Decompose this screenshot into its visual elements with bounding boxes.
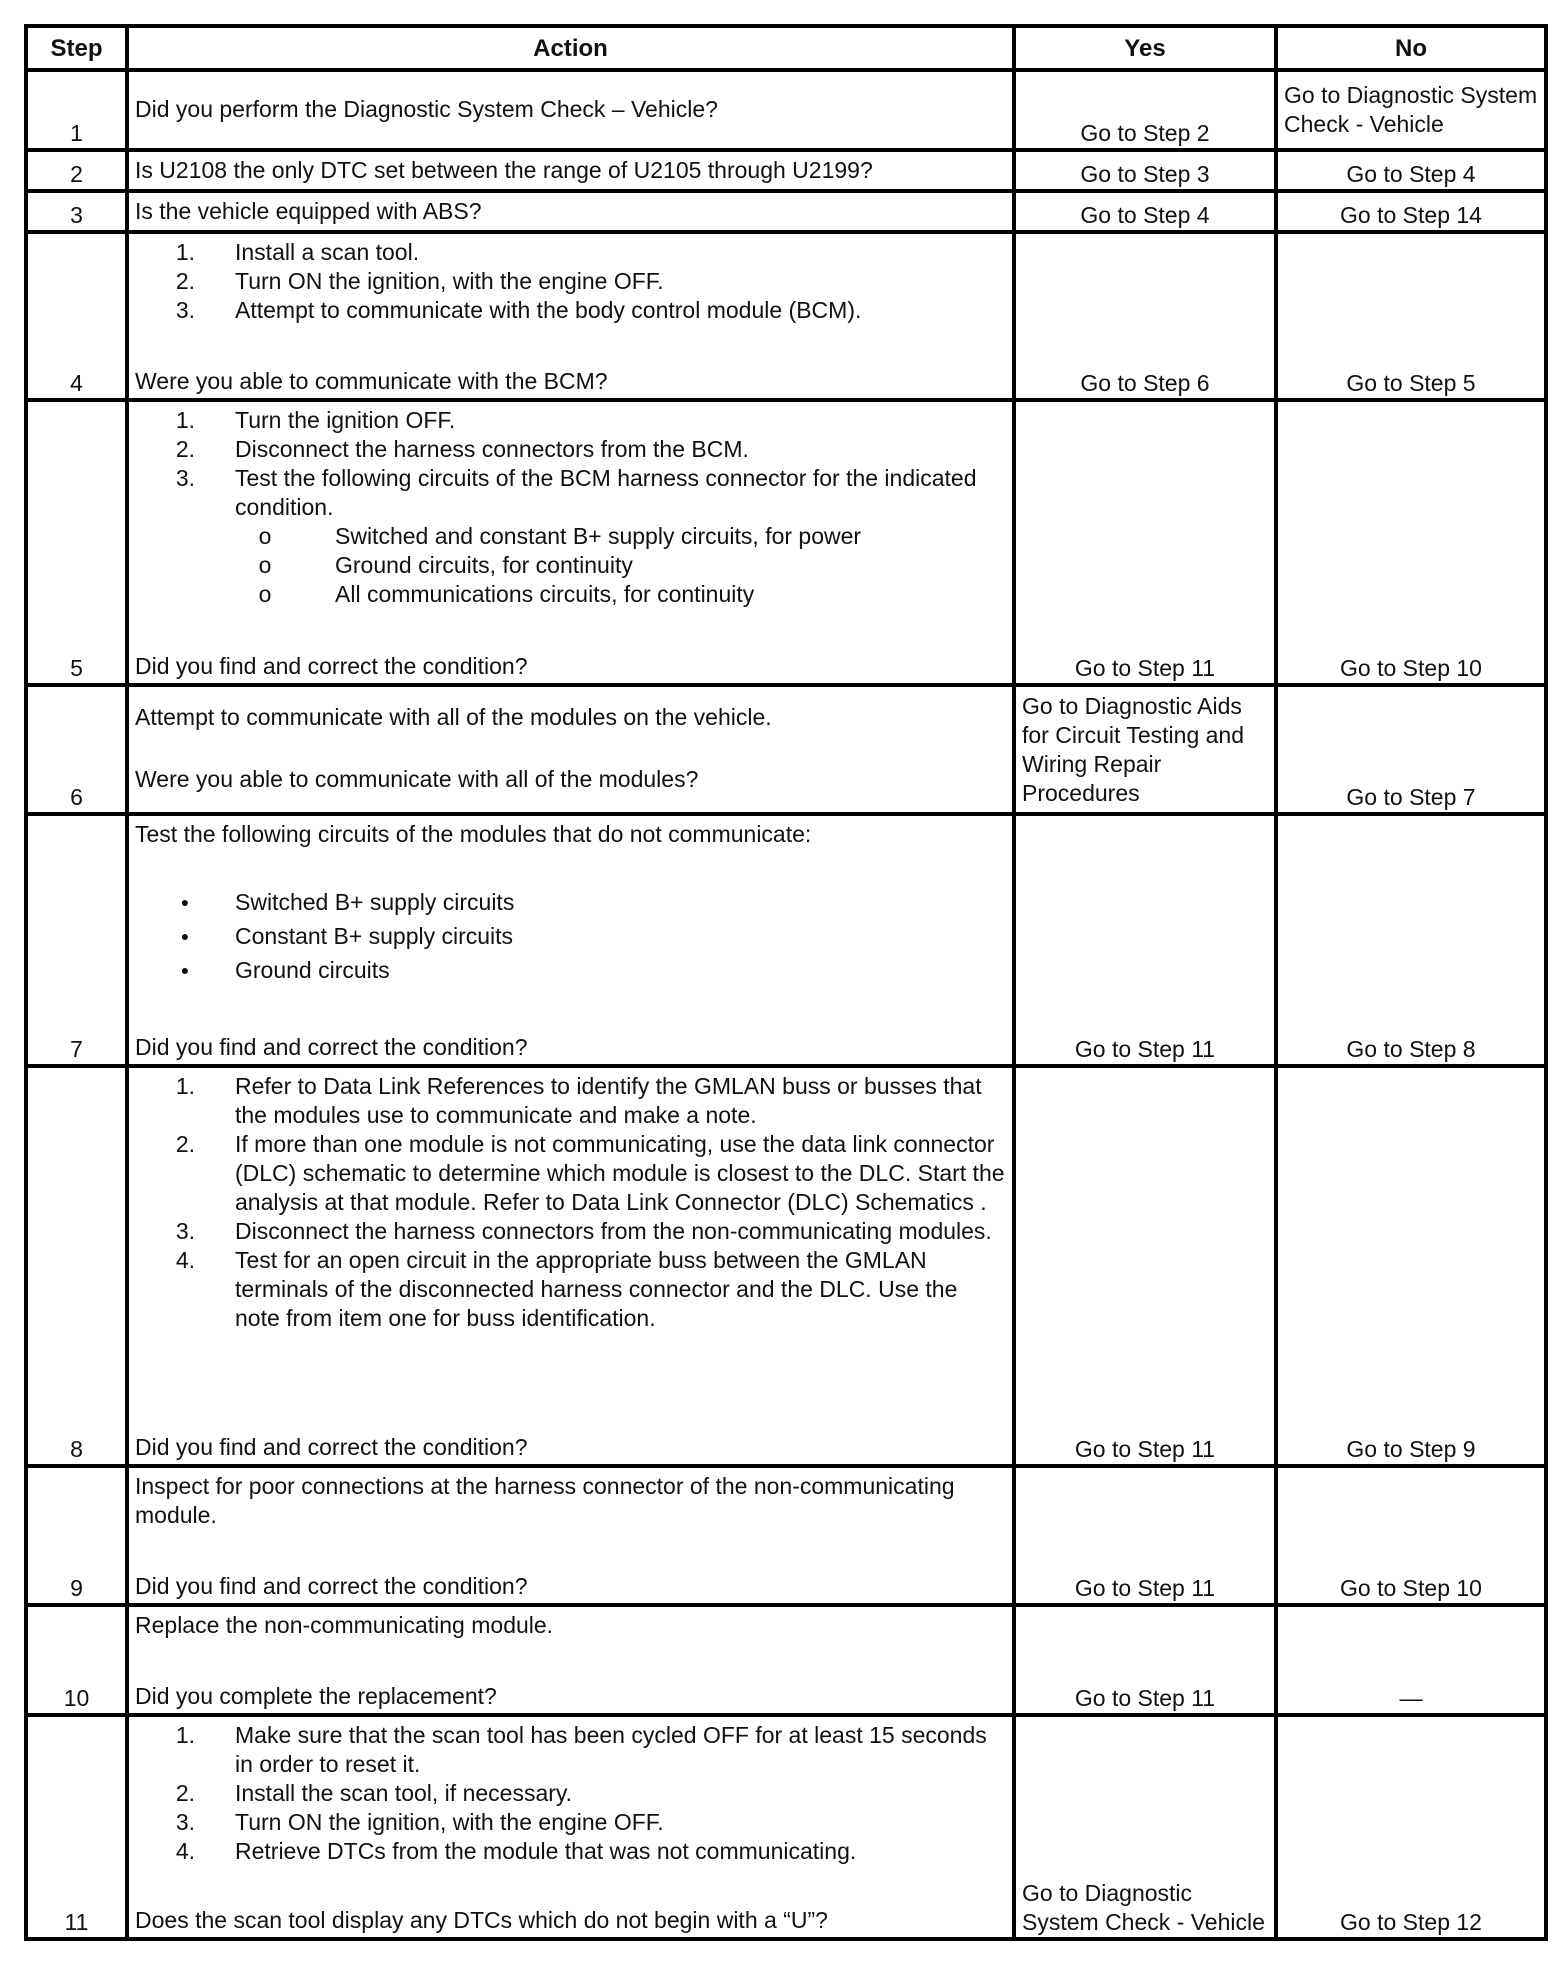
step-number: 5 <box>26 400 127 685</box>
action-cell <box>127 1715 1014 1939</box>
table-row <box>26 70 1546 150</box>
list-item: ● Ground circuits <box>180 957 390 983</box>
intro-text: Test the following circuits of the modules that do not communicate: <box>135 821 812 847</box>
header-row <box>26 26 1546 70</box>
numbered-list <box>135 238 1006 325</box>
question-text: Is U2108 the only DTC set between the range of U2105 through U2199? <box>135 157 873 183</box>
list-item: 2. Disconnect the harness connectors from the BCM. <box>175 436 749 462</box>
intro-text: Inspect for poor connections at the harness connector of the non-communicating module. <box>135 1473 955 1528</box>
action-cell <box>127 150 1014 191</box>
list-item: 1. Turn the ignition OFF. <box>175 407 456 433</box>
yes-cell: Go to Step 11 <box>1014 1605 1276 1715</box>
action-cell <box>127 1066 1014 1466</box>
yes-cell: Go to Step 11 <box>1014 1066 1276 1466</box>
list-item: o Switched and constant B+ supply circuits, for power <box>258 523 862 549</box>
sub-list <box>135 522 1006 609</box>
list-item: o Ground circuits, for continuity <box>258 552 633 578</box>
no-cell: Go to Step 14 <box>1276 191 1546 232</box>
table-row <box>26 1715 1546 1939</box>
list-item: 4. Test for an open circuit in the appropriate buss between the GMLAN terminals of the disconnected harness connector and the DLC. Use the note from item one for buss identification. <box>175 1247 958 1331</box>
no-cell: — <box>1276 1605 1546 1715</box>
diagnostic-table <box>24 24 1548 1941</box>
action-cell <box>127 70 1014 150</box>
list-item: o All communications circuits, for continuity <box>258 581 755 607</box>
list-item: 2. Turn ON the ignition, with the engine OFF. <box>175 268 664 294</box>
list-item: 3. Turn ON the ignition, with the engine OFF. <box>175 1809 664 1835</box>
list-item: 1. Refer to Data Link References to identify the GMLAN buss or busses that the modules use to communicate and make a note. <box>175 1073 982 1128</box>
no-cell: Go to Step 12 <box>1276 1715 1546 1939</box>
list-item: ● Switched B+ supply circuits <box>180 889 515 915</box>
no-cell: Go to Step 10 <box>1276 1466 1546 1605</box>
action-cell <box>127 1466 1014 1605</box>
yes-cell: Go to Step 2 <box>1014 70 1276 150</box>
table-row <box>26 232 1546 400</box>
step-number: 7 <box>26 814 127 1066</box>
numbered-list <box>135 1721 1006 1866</box>
list-item: 1. Install a scan tool. <box>175 239 420 265</box>
yes-cell: Go to Step 11 <box>1014 400 1276 685</box>
no-cell: Go to Step 7 <box>1276 685 1546 814</box>
yes-cell: Go to Diagnostic Aids for Circuit Testing and Wiring Repair Procedures <box>1014 685 1276 814</box>
action-cell <box>127 1605 1014 1715</box>
list-item: 1. Make sure that the scan tool has been cycled OFF for at least 15 seconds in order to reset it. <box>175 1722 987 1777</box>
header-no: No <box>1276 26 1546 70</box>
yes-cell: Go to Diagnostic System Check - Vehicle <box>1014 1715 1276 1939</box>
question-text: Did you find and correct the condition? <box>135 1434 528 1460</box>
step-number: 2 <box>26 150 127 191</box>
step-number: 8 <box>26 1066 127 1466</box>
action-cell <box>127 232 1014 400</box>
table-row <box>26 814 1546 1066</box>
step-number: 11 <box>26 1715 127 1939</box>
list-item: 3. Test the following circuits of the BCM harness connector for the indicated condition. <box>175 465 977 520</box>
table-row <box>26 191 1546 232</box>
step-number: 1 <box>26 70 127 150</box>
list-item: 3. Attempt to communicate with the body control module (BCM). <box>175 297 862 323</box>
question-text: Did you perform the Diagnostic System Check – Vehicle? <box>135 95 718 122</box>
step-number: 4 <box>26 232 127 400</box>
intro-text: Attempt to communicate with all of the modules on the vehicle. <box>135 704 772 731</box>
action-cell <box>127 685 1014 814</box>
table-row <box>26 1066 1546 1466</box>
step-number: 3 <box>26 191 127 232</box>
yes-cell: Go to Step 11 <box>1014 1466 1276 1605</box>
header-step: Step <box>26 26 127 70</box>
action-cell <box>127 400 1014 685</box>
list-item: 2. Install the scan tool, if necessary. <box>175 1780 573 1806</box>
table-row <box>26 150 1546 191</box>
step-number: 6 <box>26 685 127 814</box>
no-cell: Go to Diagnostic System Check - Vehicle <box>1276 70 1546 150</box>
no-cell: Go to Step 8 <box>1276 814 1546 1066</box>
no-cell: Go to Step 10 <box>1276 400 1546 685</box>
question-text: Did you find and correct the condition? <box>135 1034 528 1060</box>
question-text: Does the scan tool display any DTCs which do not begin with a “U”? <box>135 1907 828 1933</box>
table-row <box>26 1605 1546 1715</box>
table-row <box>26 685 1546 814</box>
table-row <box>26 400 1546 685</box>
question-text: Did you find and correct the condition? <box>135 653 528 679</box>
numbered-list <box>135 1072 1006 1333</box>
bullet-list <box>135 885 1006 987</box>
table-row <box>26 1466 1546 1605</box>
step-number: 9 <box>26 1466 127 1605</box>
numbered-list <box>135 406 1006 522</box>
header-action: Action <box>127 26 1014 70</box>
yes-cell: Go to Step 4 <box>1014 191 1276 232</box>
action-cell <box>127 814 1014 1066</box>
question-text: Were you able to communicate with the BCM? <box>135 368 608 394</box>
list-item: ● Constant B+ supply circuits <box>180 923 514 949</box>
question-text: Is the vehicle equipped with ABS? <box>135 198 482 224</box>
no-cell: Go to Step 4 <box>1276 150 1546 191</box>
action-cell <box>127 191 1014 232</box>
list-item: 2. If more than one module is not communicating, use the data link connector (DLC) schematic to determine which module is closest to the DLC. Start the analysis at that module. Refer to Data Link Connector (DLC) Schematics . <box>175 1131 1005 1215</box>
yes-cell: Go to Step 3 <box>1014 150 1276 191</box>
list-item: 4. Retrieve DTCs from the module that was not communicating. <box>175 1838 857 1864</box>
question-text: Did you complete the replacement? <box>135 1683 497 1709</box>
question-text: Did you find and correct the condition? <box>135 1573 528 1599</box>
question-text: Were you able to communicate with all of the modules? <box>135 765 699 792</box>
header-yes: Yes <box>1014 26 1276 70</box>
list-item: 3. Disconnect the harness connectors from the non-communicating modules. <box>175 1218 992 1244</box>
step-number: 10 <box>26 1605 127 1715</box>
intro-text: Replace the non-communicating module. <box>135 1612 554 1638</box>
no-cell: Go to Step 9 <box>1276 1066 1546 1466</box>
yes-cell: Go to Step 11 <box>1014 814 1276 1066</box>
no-cell: Go to Step 5 <box>1276 232 1546 400</box>
yes-cell: Go to Step 6 <box>1014 232 1276 400</box>
